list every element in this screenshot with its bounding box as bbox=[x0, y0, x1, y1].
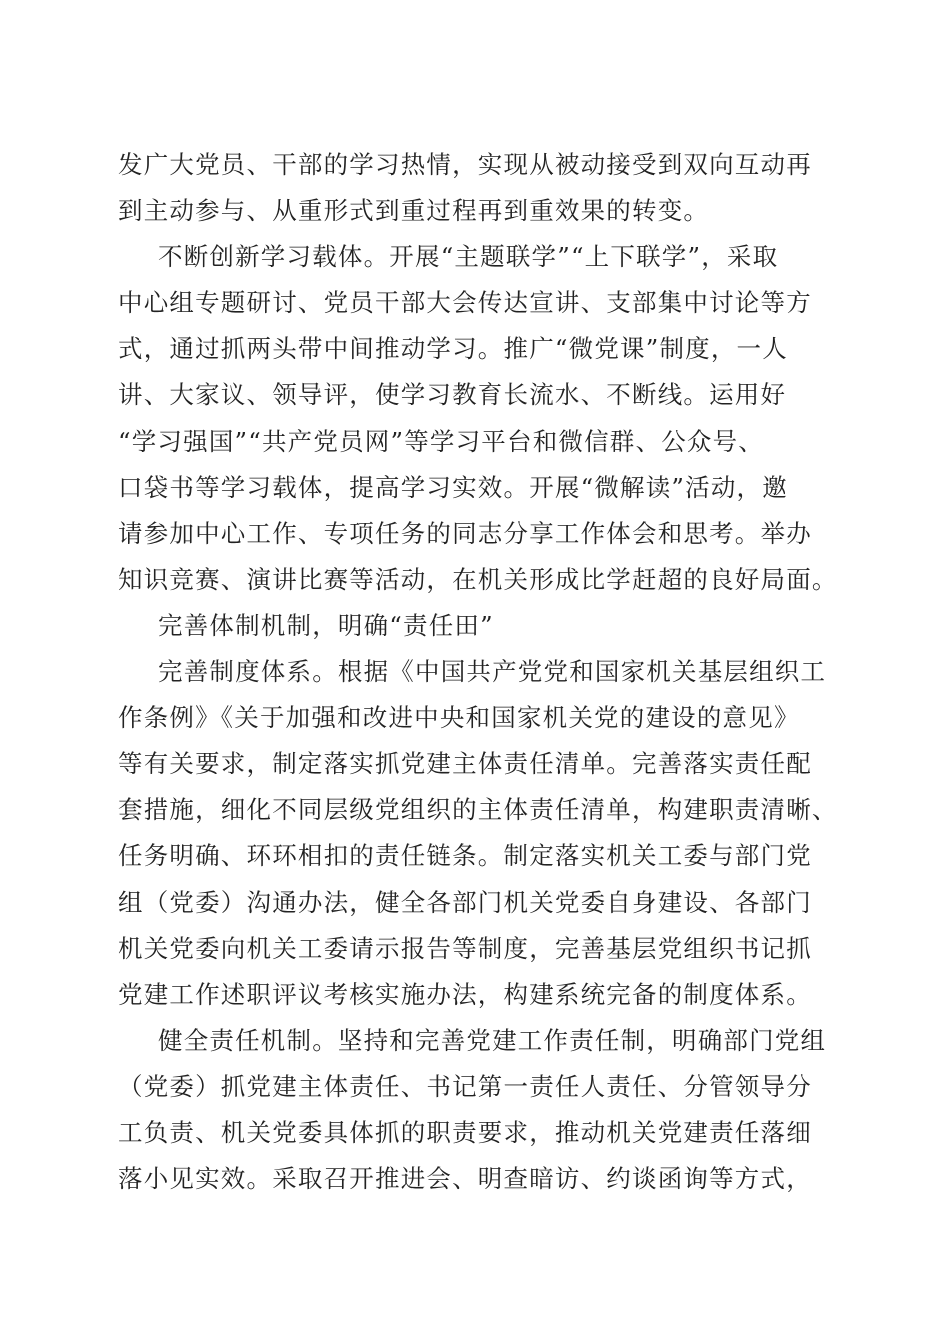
paragraph-start-line: 不断创新学习载体。开展“主题联学”“上下联学”，采取 bbox=[158, 242, 779, 272]
text-line: 发广大党员、干部的学习热情，实现从被动接受到双向互动再 bbox=[118, 150, 812, 179]
text-line: 等有关要求，制定落实抓党建主体责任清单。完善落实责任配 bbox=[118, 749, 812, 779]
text-line: 机关党委向机关工委请示报告等制度，完善基层党组织书记抓 bbox=[118, 933, 812, 963]
text-line: 套措施，细化不同层级党组织的主体责任清单，构建职责清晰、 bbox=[118, 795, 838, 825]
text-line: （党委）抓党建主体责任、书记第一责任人责任、分管领导分 bbox=[118, 1071, 812, 1101]
document-body bbox=[118, 142, 838, 1202]
text-line: 落小见实效。采取召开推进会、明查暗访、约谈函询等方式， bbox=[118, 1164, 812, 1194]
text-line: 组（党委）沟通办法，健全各部门机关党委自身建设、各部门 bbox=[118, 887, 812, 917]
text-line: 党建工作述职评议考核实施办法，构建系统完备的制度体系。 bbox=[118, 979, 812, 1009]
text-line: 作条例》《关于加强和改进中央和国家机关党的建设的意见》 bbox=[118, 703, 800, 733]
text-line: 式，通过抓两头带中间推动学习。推广“微党课”制度，一人 bbox=[118, 334, 788, 364]
text-line: 口袋书等学习载体，提高学习实效。开展“微解读”活动，邀 bbox=[118, 472, 788, 502]
text-line: 任务明确、环环相扣的责任链条。制定落实机关工委与部门党 bbox=[118, 841, 812, 871]
text-line: 工负责、机关党委具体抓的职责要求，推动机关党建责任落细 bbox=[118, 1117, 812, 1147]
text-line: 中心组专题研讨、党员干部大会传达宣讲、支部集中讨论等方 bbox=[118, 288, 812, 318]
text-line: 讲、大家议、领导评，使学习教育长流水、不断线。运用好 bbox=[118, 380, 787, 410]
text-line: 知识竞赛、演讲比赛等活动，在机关形成比学赶超的良好局面。 bbox=[118, 564, 838, 594]
text-line: 到主动参与、从重形式到重过程再到重效果的转变。 bbox=[118, 196, 710, 226]
paragraph-start-line: 完善制度体系。根据《中国共产党党和国家机关基层组织工 bbox=[158, 657, 827, 687]
text-line: 请参加中心工作、专项任务的同志分享工作体会和思考。举办 bbox=[118, 518, 812, 548]
paragraph-start-line: 健全责任机制。坚持和完善党建工作责任制，明确部门党组 bbox=[158, 1025, 827, 1055]
paragraph-start-line: 完善体制机制，明确“责任田” bbox=[158, 610, 494, 640]
text-line: “学习强国”“共产党员网”等学习平台和微信群、公众号、 bbox=[118, 426, 764, 456]
